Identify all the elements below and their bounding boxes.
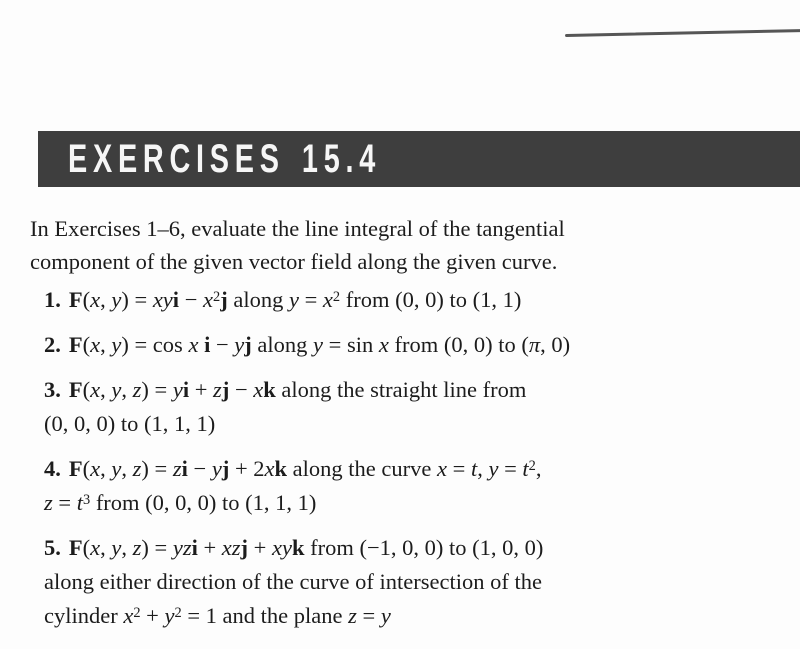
exercise-item-3 xyxy=(44,373,570,441)
exercise-item-2 xyxy=(44,328,570,362)
exercises-banner xyxy=(38,131,800,187)
exercise-list xyxy=(44,283,570,644)
exercise-item-4 xyxy=(44,452,570,520)
page-corner-rule xyxy=(565,29,800,37)
exercise-text: F(x, y) = cos x i − yj along y = sin x from (0, 0) to (π, 0) xyxy=(68,332,571,357)
banner-title: EXERCISES 15.4 xyxy=(68,137,382,181)
exercise-text: F(x, y) = xyi − $x^2j$ along $y = x^2$ from (0, 0) to (1, 1) xyxy=(68,287,522,312)
exercise-number: 5. xyxy=(44,535,61,560)
exercise-text: F(x, y, z) = yzi + xzj + xyk from (−1, 0, 0) to (1, 0, 0) along either direction of the curve of intersection of the cylinder $x^2 + y^2 = 1$ and the plane z = y xyxy=(44,535,544,628)
intro-line-1: In Exercises 1–6, evaluate the line integral of the tangential xyxy=(30,216,565,241)
exercise-number: 4. xyxy=(44,456,61,481)
exercise-number: 2. xyxy=(44,332,61,357)
intro-paragraph xyxy=(30,212,565,278)
exercise-number: 1. xyxy=(44,287,61,312)
exercise-text: F(x, y, z) = yi + zj − xk along the straight line from (0, 0, 0) to (1, 1, 1) xyxy=(44,377,527,436)
exercise-number: 3. xyxy=(44,377,61,402)
exercise-text: F(x, y, z) = zi − yj + 2xk along the curve x = t, $y = t^2$, $z = t^3$ from (0, 0, 0) to (1, 1, 1) xyxy=(44,456,542,515)
intro-line-2: component of the given vector field along the given curve. xyxy=(30,249,558,274)
exercise-item-1 xyxy=(44,283,570,317)
exercise-item-5 xyxy=(44,531,570,633)
